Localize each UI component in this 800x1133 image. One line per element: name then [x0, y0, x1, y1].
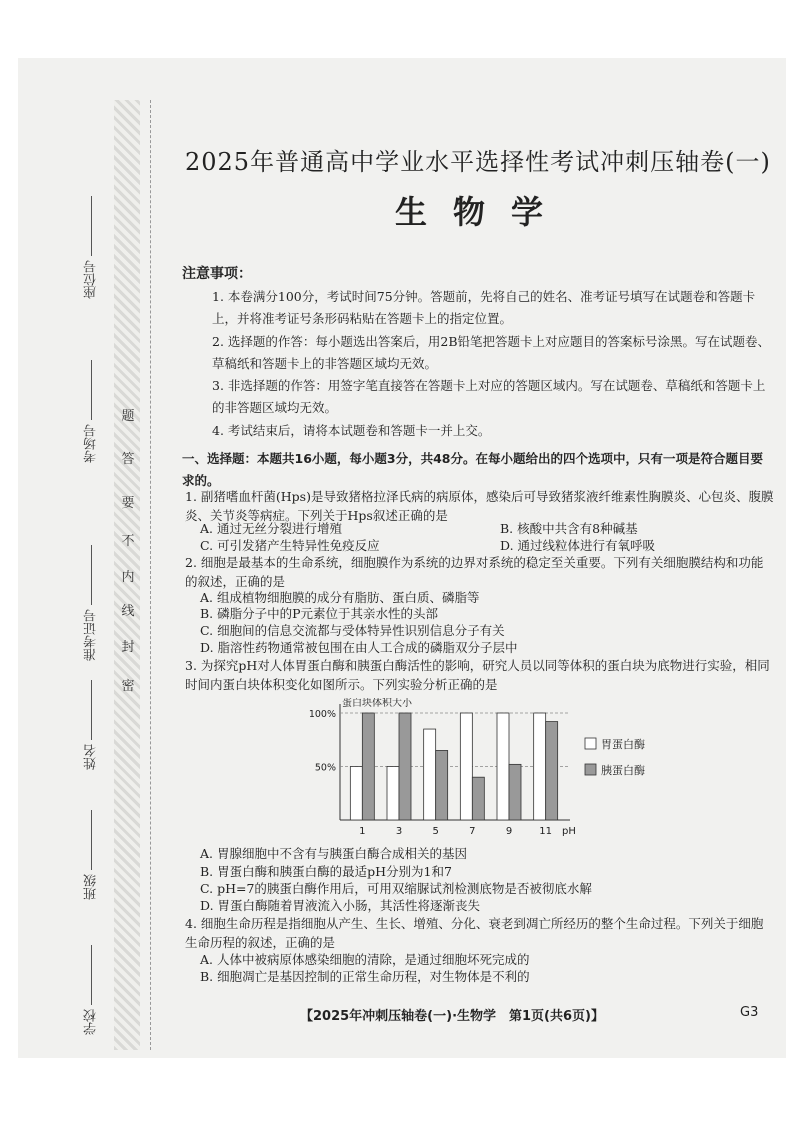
y-tick-label: 50%: [314, 762, 336, 774]
seal-line: [150, 100, 151, 1050]
q4-option-a: A. 人体中被病原体感染细胞的清除，是通过细胞坏死完成的: [200, 952, 530, 967]
legend-swatch: [585, 738, 596, 749]
q1-option-d: D. 通过线粒体进行有氧呼吸: [500, 538, 656, 553]
legend-label: 胃蛋白酶: [601, 738, 645, 751]
x-tick-label: 7: [469, 826, 476, 837]
seal-char: 密: [121, 679, 135, 694]
x-tick-label: 3: [395, 826, 403, 837]
school-field: 学校: [82, 945, 101, 1035]
q3-option-c: C. pH=7的胰蛋白酶作用后，可用双缩脲试剂检测底物是否被彻底水解: [200, 881, 592, 896]
bar-pepsin: [534, 713, 546, 820]
q3-option-d: D. 胃蛋白酶随着胃液流入小肠，其活性将逐渐丧失: [200, 898, 481, 913]
page-footer: 【2025年冲刺压轴卷(一)·生物学 第1页(共6页)】: [300, 1009, 604, 1024]
paper-code: G3: [740, 1005, 759, 1020]
bar-trypsin: [399, 713, 411, 820]
x-tick-label: 5: [432, 826, 439, 837]
bar-pepsin: [387, 767, 399, 821]
q1-option-b: B. 核酸中共含有8种碱基: [500, 521, 638, 536]
q2-option-d: D. 脂溶性药物通常被包围在由人工合成的磷脂双分子层中: [200, 640, 518, 655]
q2-option-a: A. 组成植物细胞膜的成分有脂肪、蛋白质、磷脂等: [200, 590, 480, 605]
name-field: 姓名: [82, 680, 101, 770]
seal-char: 答: [121, 452, 135, 467]
seal-char: 内: [121, 570, 135, 585]
q3-option-b: B. 胃蛋白酶和胰蛋白酶的最适pH分别为1和7: [200, 864, 452, 879]
section-heading: 一、选择题：本题共16小题，每小题3分，共48分。在每小题给出的四个选项中，只有一项是符合题目要求的。: [182, 451, 763, 488]
y-tick-label: 100%: [308, 709, 336, 720]
seat-number-field: 座位号: [82, 196, 101, 299]
notes-heading: 注意事项：: [182, 266, 252, 282]
subject-title: 生物学: [395, 193, 570, 231]
question-4-stem: 4. 细胞生命历程是指细胞从产生、生长、增殖、分化、衰老到凋亡所经历的整个生命过程。下列关于细胞生命历程的叙述，正确的是: [185, 916, 764, 950]
exam-room-field: 考场号: [82, 360, 101, 463]
bar-pepsin: [460, 713, 472, 820]
bar-trypsin: [362, 713, 374, 820]
seal-char: 题: [121, 409, 135, 424]
q3-option-a: A. 胃腺细胞中不含有与胰蛋白酶合成相关的基因: [200, 846, 467, 861]
seal-char: 线: [121, 604, 135, 619]
note-item: 1. 本卷满分100分，考试时间75分钟。答题前，先将自己的姓名、准考证号填写在试题卷和答题卡上，并将准考证号条形码粘贴在答题卡上的指定位置。: [212, 289, 756, 326]
legend-swatch: [585, 764, 596, 775]
question-2-stem: 2. 细胞是最基本的生命系统，细胞膜作为系统的边界对系统的稳定至关重要。下列有关细胞膜结构和功能的叙述，正确的是: [185, 555, 764, 589]
bar-pepsin: [350, 767, 362, 821]
bar-trypsin: [509, 764, 521, 820]
legend-label: 胰蛋白酶: [601, 764, 645, 777]
note-item: 4. 考试结束后，请将本试题卷和答题卡一并上交。: [212, 423, 491, 438]
bar-trypsin: [546, 722, 558, 820]
seal-char: 不: [121, 534, 135, 549]
x-tick-label: 9: [505, 826, 513, 837]
bar-pepsin: [424, 729, 436, 820]
bar-trypsin: [436, 750, 448, 820]
admission-number-field: 准考证号: [82, 545, 101, 661]
exam-title: 2025年普通高中学业水平选择性考试冲刺压轴卷(一): [185, 148, 771, 176]
seal-char: 封: [121, 640, 135, 655]
q2-option-b: B. 磷脂分子中的P元素位于其亲水性的头部: [200, 606, 439, 621]
question-3-stem: 3. 为探究pH对人体胃蛋白酶和胰蛋白酶活性的影响，研究人员以同等体积的蛋白块为底物进行实验，相同时间内蛋白块体积变化如图所示。下列实验分析正确的是: [185, 658, 770, 692]
q1-option-c: C. 可引发猪产生特异性免疫反应: [200, 538, 380, 553]
bar-pepsin: [497, 713, 509, 820]
y-axis-label: 蛋白块体积大小: [342, 698, 412, 709]
x-tick-label: 1: [359, 826, 366, 837]
class-field: 班级: [82, 810, 101, 900]
x-axis-label: pH: [562, 826, 576, 837]
seal-char: 要: [121, 496, 135, 511]
bar-trypsin: [472, 777, 484, 820]
note-item: 2. 选择题的作答：每小题选出答案后，用2B铅笔把答题卡上对应题目的答案标号涂黑。写在试题卷、草稿纸和答题卡上的非答题区域均无效。: [212, 334, 771, 371]
q2-option-c: C. 细胞间的信息交流都与受体特异性识别信息分子有关: [200, 623, 505, 638]
q4-option-b: B. 细胞凋亡是基因控制的正常生命历程，对生物体是不利的: [200, 969, 530, 984]
enzyme-ph-bar-chart: [295, 698, 715, 848]
note-item: 3. 非选择题的作答：用签字笔直接答在答题卡上对应的答题区域内。写在试题卷、草稿纸和答题卡上的非答题区域均无效。: [212, 378, 766, 415]
x-tick-label: 11: [539, 826, 553, 837]
question-1-stem: 1. 副猪嗜血杆菌(Hps)是导致猪格拉泽氏病的病原体，感染后可导致猪浆液纤维素性胸膜炎、心包炎、腹膜炎、关节炎等病症。下列关于Hps叙述正确的是: [185, 489, 774, 523]
q1-option-a: A. 通过无丝分裂进行增殖: [200, 521, 342, 536]
